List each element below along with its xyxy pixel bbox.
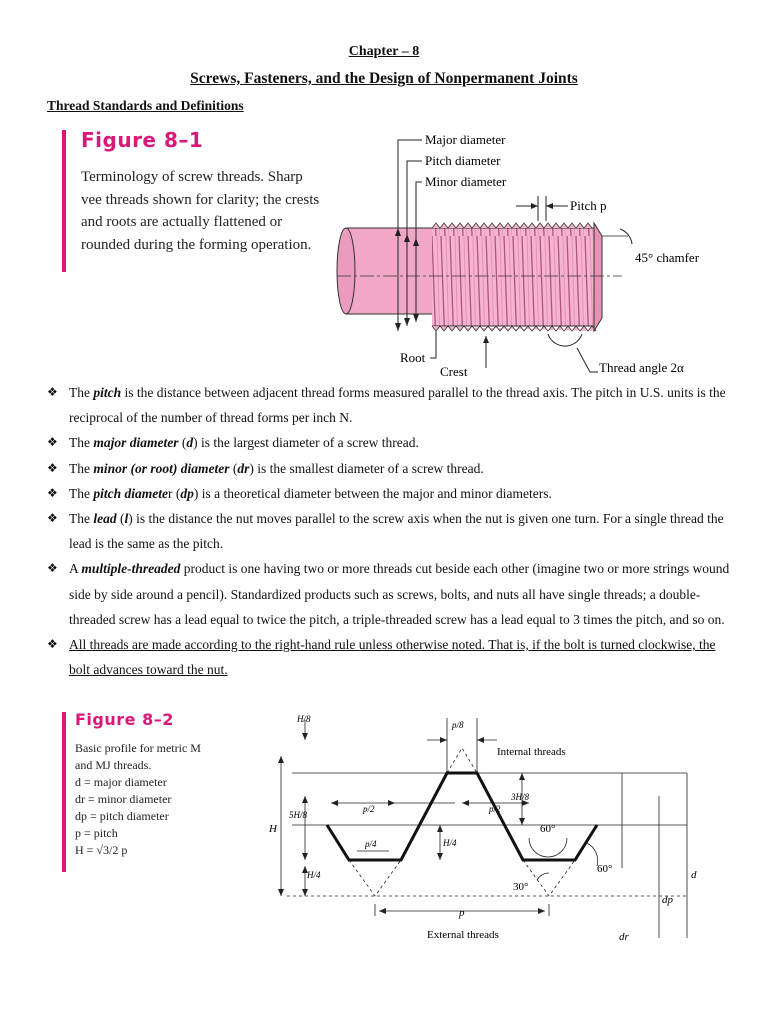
root-label: Root: [400, 350, 426, 365]
bullet-icon: ❖: [47, 385, 58, 399]
bullet-icon: ❖: [47, 561, 58, 576]
list-item: ❖ The lead (l) is the distance the nut moves parallel to the screw axis when the nut is given one turn. For a single thread the lead is the same as the pitch.: [47, 506, 737, 556]
h-over-8-label: H/8: [297, 714, 311, 724]
list-item: ❖ The minor (or root) diameter (dr) is the smallest diameter of a screw thread.: [47, 456, 737, 481]
h-over-4-label-right: H/4: [443, 838, 457, 848]
dp-label: dp: [662, 894, 673, 906]
bullet-icon: ❖: [47, 511, 58, 526]
pitch-diameter-label: Pitch diameter: [425, 153, 501, 168]
figure-8-2-caption: Basic profile for metric M and MJ threads. d = major diameter dr = minor diameter dp = pitch diameter p = pitch H = √3/2 p: [75, 741, 201, 857]
figure-8-1-caption: Terminology of screw threads. Sharp vee threads shown for clarity; the crests and roots are actually flattened or rounded during the forming operation.: [81, 169, 320, 253]
thread-terminology-diagram: [332, 126, 727, 376]
three-h-over-8-label: 3H/8: [511, 792, 529, 802]
chamfer-label: 45° chamfer: [635, 250, 700, 265]
list-item: ❖ The major diameter (d) is the largest diameter of a screw thread.: [47, 430, 737, 455]
bullet-icon: ❖: [47, 637, 58, 652]
external-threads-label: External threads: [427, 929, 499, 941]
list-item: ❖ The pitch is the distance between adjacent thread forms measured parallel to the thread axis. The pitch in U.S. units is the reciprocal of the number of thread forms per inch N.: [47, 380, 737, 430]
list-item: ❖ The pitch diameter (dp) is a theoretical diameter between the major and minor diameters.: [47, 481, 737, 506]
sixty-deg-label-right: 60°: [597, 863, 613, 875]
bullet-icon: ❖: [47, 435, 58, 450]
figure-accent-bar: [62, 712, 66, 872]
sixty-deg-label-top: 60°: [540, 823, 556, 835]
list-item: ❖ All threads are made according to the right-hand rule unless otherwise noted. That is, if the bolt is turned clockwise, the bolt advances toward the nut.: [47, 632, 737, 682]
thirty-deg-label: 30°: [513, 881, 529, 893]
minor-diameter-label: Minor diameter: [425, 174, 507, 189]
h-label: H: [269, 823, 277, 835]
bullet-icon: ❖: [47, 460, 58, 475]
figure-8-2: [62, 708, 727, 978]
thread-angle-label: Thread angle 2α: [599, 360, 684, 375]
major-diameter-label: Major diameter: [425, 132, 506, 147]
p-over-2-label-right: p/2: [489, 804, 501, 814]
definitions-list: [47, 380, 737, 682]
p-over-4-label: p/4: [365, 839, 377, 849]
metric-thread-profile-diagram: [267, 708, 697, 978]
crest-label: Crest: [440, 364, 468, 376]
section-heading: Thread Standards and Definitions: [47, 98, 244, 113]
d-label: d: [691, 869, 697, 881]
chapter-heading: Chapter – 8: [348, 44, 420, 59]
internal-threads-label: Internal threads: [497, 746, 566, 758]
dr-label: dr: [619, 931, 629, 943]
five-h-over-8-label: 5H/8: [289, 810, 307, 820]
figure-8-2-title: Figure 8–2: [75, 710, 174, 729]
pitch-label: Pitch p: [570, 198, 607, 213]
p-label: p: [459, 907, 465, 919]
bullet-icon: ❖: [47, 485, 58, 500]
figure-8-1: [62, 126, 727, 376]
figure-accent-bar: [62, 130, 66, 272]
figure-8-1-title: Figure 8–1: [81, 128, 204, 152]
page-title: Screws, Fasteners, and the Design of Nonpermanent Joints: [190, 70, 578, 87]
p-over-2-label-left: p/2: [363, 804, 375, 814]
list-item: ❖ A multiple-threaded product is one having two or more threads cut beside each other (imagine two or more strings wound side by side around a pencil). Standardized products such as screws, bolts, and nuts all have single threads; a double-threaded screw has a lead equal to twice the pitch, a triple-threaded screw has a lead equal to 3 times the pitch, and so on.: [47, 556, 737, 632]
p-over-8-label: p/8: [452, 720, 464, 730]
h-over-4-label-left: H/4: [307, 870, 321, 880]
